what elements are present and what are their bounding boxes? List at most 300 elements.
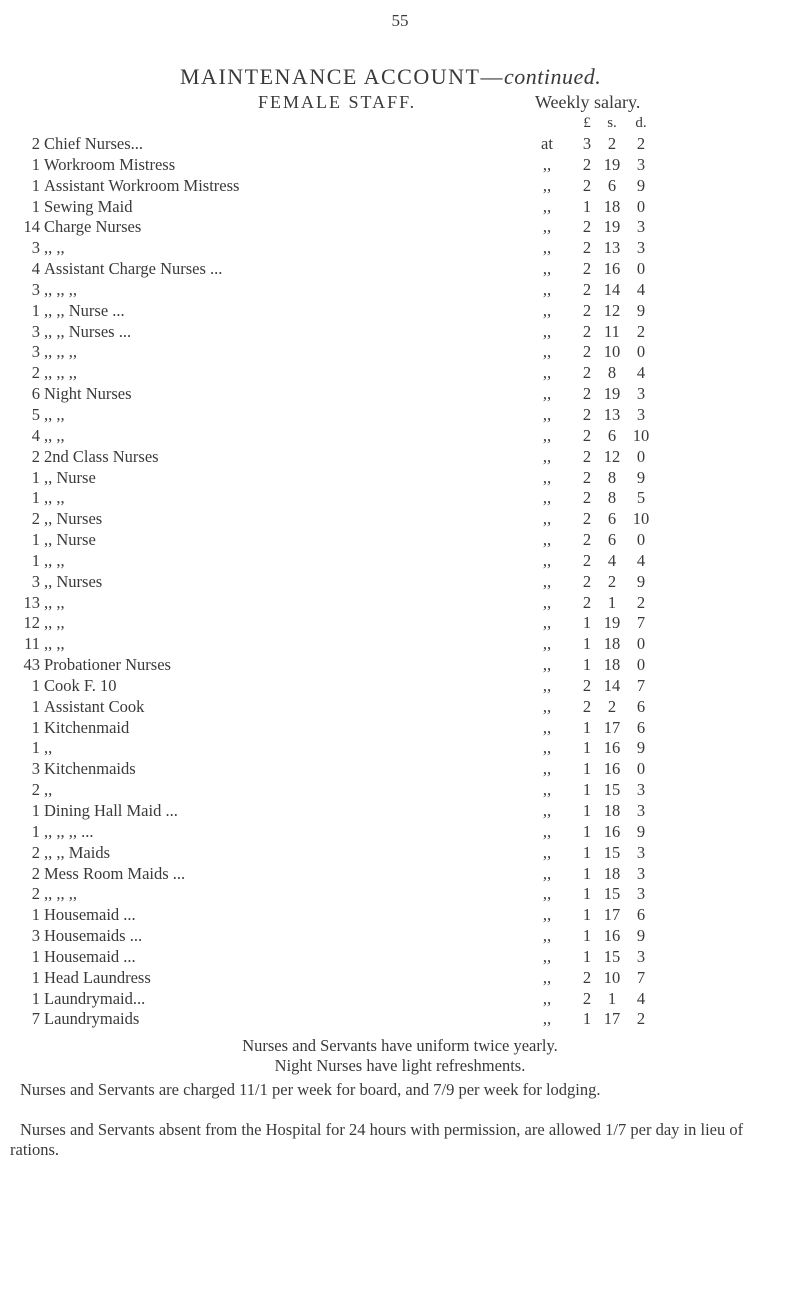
staff-count: 1 bbox=[31, 717, 40, 737]
staff-description: Probationer Nurses bbox=[44, 655, 171, 675]
salary-pence: 9 bbox=[636, 738, 646, 758]
salary-pounds: 2 bbox=[582, 425, 592, 445]
staff-description: ,, ,, ,, bbox=[44, 363, 77, 383]
ditto-mark: ,, bbox=[542, 196, 552, 216]
table-row bbox=[0, 759, 800, 780]
salary-pence: 7 bbox=[636, 613, 646, 633]
salary-shillings: 14 bbox=[603, 279, 621, 299]
salary-pounds: 1 bbox=[582, 759, 592, 779]
salary-pounds: 2 bbox=[582, 550, 592, 570]
table-row bbox=[0, 363, 800, 384]
table-row bbox=[0, 426, 800, 447]
ditto-mark: ,, bbox=[542, 821, 552, 841]
staff-count: 1 bbox=[31, 550, 40, 570]
staff-count: 2 bbox=[31, 134, 40, 153]
staff-count: 2 bbox=[31, 884, 40, 904]
salary-pounds: 1 bbox=[582, 863, 592, 883]
salary-pence: 0 bbox=[636, 342, 646, 362]
table-row bbox=[0, 155, 800, 176]
salary-pence: 10 bbox=[632, 425, 650, 445]
staff-description: ,, Nurse bbox=[44, 467, 96, 487]
table-row bbox=[0, 530, 800, 551]
staff-description: Sewing Maid bbox=[44, 196, 133, 216]
staff-description: ,, ,, Maids bbox=[44, 842, 110, 862]
ditto-mark: ,, bbox=[542, 530, 552, 550]
table-row bbox=[0, 676, 800, 697]
staff-description: Workroom Mistress bbox=[44, 154, 176, 174]
salary-pence: 0 bbox=[636, 259, 646, 279]
table-row bbox=[0, 509, 800, 530]
ditto-mark: ,, bbox=[542, 446, 552, 466]
staff-count: 3 bbox=[31, 279, 40, 299]
salary-pence: 0 bbox=[636, 655, 646, 675]
salary-pounds: 1 bbox=[582, 821, 592, 841]
staff-description: ,, ,, bbox=[44, 488, 65, 508]
salary-pounds: 2 bbox=[582, 446, 592, 466]
staff-description: ,, ,, Nurses ... bbox=[44, 321, 132, 341]
salary-shillings: 16 bbox=[603, 259, 621, 279]
staff-count: 5 bbox=[31, 404, 40, 424]
ditto-mark: ,, bbox=[542, 238, 552, 258]
table-row bbox=[0, 342, 800, 363]
salary-pounds: 2 bbox=[582, 675, 592, 695]
salary-pounds: 2 bbox=[582, 217, 592, 237]
salary-pounds: 2 bbox=[582, 342, 592, 362]
salary-shillings: 2 bbox=[607, 696, 617, 716]
salary-pounds: 1 bbox=[582, 738, 592, 758]
salary-pounds: 2 bbox=[582, 488, 592, 508]
shillings-unit-label: s. bbox=[607, 115, 617, 131]
staff-count: 1 bbox=[31, 988, 40, 1008]
table-row bbox=[0, 884, 800, 905]
ditto-mark: ,, bbox=[542, 300, 552, 320]
salary-shillings: 15 bbox=[603, 946, 621, 966]
ditto-mark: ,, bbox=[542, 967, 552, 987]
staff-count: 3 bbox=[31, 571, 40, 591]
salary-pence: 3 bbox=[636, 404, 646, 424]
page-heading bbox=[180, 64, 601, 90]
staff-count: 2 bbox=[31, 446, 40, 466]
salary-pounds: 1 bbox=[582, 717, 592, 737]
ditto-mark: ,, bbox=[542, 363, 552, 383]
salary-shillings: 19 bbox=[603, 613, 621, 633]
salary-shillings: 8 bbox=[607, 363, 617, 383]
salary-pence: 6 bbox=[636, 717, 646, 737]
staff-count: 1 bbox=[31, 821, 40, 841]
salary-pence: 3 bbox=[636, 154, 646, 174]
staff-description: ,, ,, bbox=[44, 238, 65, 258]
staff-description: ,, ,, Nurse ... bbox=[44, 300, 125, 320]
salary-column-title: Weekly salary. bbox=[535, 92, 641, 112]
table-row bbox=[0, 134, 800, 155]
table-row bbox=[0, 551, 800, 572]
salary-shillings: 16 bbox=[603, 926, 621, 946]
salary-pence: 2 bbox=[636, 134, 646, 153]
salary-shillings: 17 bbox=[603, 717, 621, 737]
salary-shillings: 4 bbox=[607, 550, 617, 570]
salary-pounds: 2 bbox=[582, 300, 592, 320]
staff-count: 1 bbox=[31, 946, 40, 966]
salary-pounds: 2 bbox=[582, 592, 592, 612]
note-refreshments: Night Nurses have light refreshments. bbox=[274, 1056, 526, 1075]
table-row bbox=[0, 488, 800, 509]
salary-shillings: 6 bbox=[607, 425, 617, 445]
staff-description: ,, ,, bbox=[44, 550, 65, 570]
salary-shillings: 18 bbox=[603, 655, 621, 675]
staff-count: 1 bbox=[31, 488, 40, 508]
table-row bbox=[0, 280, 800, 301]
salary-pence: 4 bbox=[636, 363, 646, 383]
table-row bbox=[0, 1009, 800, 1030]
pence-unit-label: d. bbox=[635, 115, 647, 131]
salary-pence: 4 bbox=[636, 988, 646, 1008]
salary-shillings: 6 bbox=[607, 530, 617, 550]
staff-description: Assistant Workroom Mistress bbox=[44, 175, 240, 195]
salary-shillings: 14 bbox=[603, 675, 621, 695]
salary-shillings: 16 bbox=[603, 759, 621, 779]
salary-shillings: 10 bbox=[603, 342, 621, 362]
salary-pence: 9 bbox=[636, 467, 646, 487]
table-row bbox=[0, 864, 800, 885]
ditto-mark: ,, bbox=[542, 696, 552, 716]
staff-description: ,, ,, bbox=[44, 404, 65, 424]
table-row bbox=[0, 238, 800, 259]
notes bbox=[0, 1036, 800, 1076]
staff-description: Kitchenmaid bbox=[44, 717, 130, 737]
salary-pounds: 2 bbox=[582, 154, 592, 174]
staff-description: ,, ,, ,, ... bbox=[44, 821, 94, 841]
staff-description: ,, ,, bbox=[44, 592, 65, 612]
salary-pence: 4 bbox=[636, 279, 646, 299]
staff-description: Housemaids ... bbox=[44, 926, 143, 946]
salary-shillings: 18 bbox=[603, 863, 621, 883]
salary-pence: 3 bbox=[636, 238, 646, 258]
salary-pounds: 1 bbox=[582, 801, 592, 820]
salary-pence: 0 bbox=[636, 634, 646, 654]
salary-pence: 2 bbox=[636, 592, 646, 612]
table-row bbox=[0, 217, 800, 238]
ditto-mark: ,, bbox=[542, 988, 552, 1008]
ditto-mark: ,, bbox=[542, 780, 552, 800]
table-row bbox=[0, 947, 800, 968]
salary-pounds: 1 bbox=[582, 780, 592, 800]
salary-shillings: 19 bbox=[603, 217, 621, 237]
staff-count: 2 bbox=[31, 842, 40, 862]
ditto-mark: ,, bbox=[542, 509, 552, 529]
section-subheading: FEMALE STAFF. bbox=[258, 92, 417, 112]
paragraph-absence-allowance: Nurses and Servants absent from the Hospital for 24 hours with permission, are allowed 1/7 per day in lieu of rations. bbox=[10, 1120, 744, 1159]
ditto-mark: ,, bbox=[542, 675, 552, 695]
ditto-mark: ,, bbox=[542, 717, 552, 737]
salary-shillings: 15 bbox=[603, 842, 621, 862]
salary-pence: 9 bbox=[636, 571, 646, 591]
table-row bbox=[0, 176, 800, 197]
staff-description: ,, ,, ,, bbox=[44, 342, 77, 362]
salary-pence: 7 bbox=[636, 675, 646, 695]
salary-shillings: 1 bbox=[607, 988, 617, 1008]
salary-pounds: 2 bbox=[582, 238, 592, 258]
ditto-mark: ,, bbox=[542, 154, 552, 174]
salary-pence: 6 bbox=[636, 905, 646, 925]
salary-pounds: 2 bbox=[582, 404, 592, 424]
salary-pounds: 2 bbox=[582, 321, 592, 341]
salary-shillings: 18 bbox=[603, 801, 621, 820]
staff-description: Mess Room Maids ... bbox=[44, 863, 186, 883]
staff-count: 1 bbox=[31, 801, 40, 820]
salary-pence: 6 bbox=[636, 696, 646, 716]
staff-count: 3 bbox=[31, 342, 40, 362]
staff-count: 4 bbox=[31, 425, 40, 445]
ditto-mark: ,, bbox=[542, 905, 552, 925]
staff-description: ,, Nurse bbox=[44, 530, 96, 550]
salary-pence: 2 bbox=[636, 321, 646, 341]
ditto-mark: ,, bbox=[542, 842, 552, 862]
salary-shillings: 18 bbox=[603, 196, 621, 216]
staff-count: 7 bbox=[31, 1009, 40, 1029]
salary-pounds: 2 bbox=[582, 530, 592, 550]
staff-count: 1 bbox=[31, 196, 40, 216]
staff-count: 3 bbox=[31, 321, 40, 341]
ditto-mark: ,, bbox=[542, 425, 552, 445]
table-row bbox=[0, 301, 800, 322]
salary-pence: 7 bbox=[636, 967, 646, 987]
salary-pence: 3 bbox=[636, 884, 646, 904]
table-row bbox=[0, 697, 800, 718]
salary-pounds: 2 bbox=[582, 175, 592, 195]
staff-count: 2 bbox=[31, 509, 40, 529]
salary-pounds: 1 bbox=[582, 884, 592, 904]
staff-description: Laundrymaids bbox=[44, 1009, 140, 1029]
staff-description: Laundrymaid... bbox=[44, 988, 146, 1008]
table-row bbox=[0, 822, 800, 843]
salary-shillings: 6 bbox=[607, 175, 617, 195]
staff-count: 43 bbox=[23, 655, 40, 675]
salary-pounds: 1 bbox=[582, 946, 592, 966]
staff-count: 3 bbox=[31, 238, 40, 258]
ditto-mark: ,, bbox=[542, 634, 552, 654]
ditto-mark: ,, bbox=[542, 801, 552, 820]
salary-shillings: 17 bbox=[603, 1009, 621, 1029]
staff-count: 3 bbox=[31, 759, 40, 779]
ditto-mark: ,, bbox=[542, 884, 552, 904]
salary-pounds: 2 bbox=[582, 509, 592, 529]
salary-shillings: 16 bbox=[603, 821, 621, 841]
staff-description: Dining Hall Maid ... bbox=[44, 801, 178, 820]
table-row bbox=[0, 593, 800, 614]
staff-count: 3 bbox=[31, 926, 40, 946]
table-row bbox=[0, 718, 800, 739]
salary-shillings: 1 bbox=[607, 592, 617, 612]
ditto-mark: ,, bbox=[542, 759, 552, 779]
heading-title: MAINTENANCE ACCOUNT— bbox=[180, 64, 504, 89]
salary-shillings: 12 bbox=[603, 446, 621, 466]
salary-shillings: 8 bbox=[607, 467, 617, 487]
staff-count: 12 bbox=[23, 613, 40, 633]
salary-pence: 3 bbox=[636, 946, 646, 966]
salary-pounds: 1 bbox=[582, 1009, 592, 1029]
ditto-mark: ,, bbox=[542, 279, 552, 299]
staff-description: ,, bbox=[44, 780, 53, 800]
ditto-mark: ,, bbox=[542, 175, 552, 195]
salary-pounds: 2 bbox=[582, 259, 592, 279]
staff-description: ,, bbox=[44, 738, 53, 758]
table-row bbox=[0, 405, 800, 426]
salary-pounds: 3 bbox=[582, 134, 592, 153]
salary-pence: 9 bbox=[636, 175, 646, 195]
salary-pence: 3 bbox=[636, 801, 646, 820]
salary-pence: 0 bbox=[636, 196, 646, 216]
salary-pounds: 1 bbox=[582, 905, 592, 925]
ditto-mark: ,, bbox=[542, 571, 552, 591]
heading-continued: continued. bbox=[503, 64, 602, 89]
table-row bbox=[0, 384, 800, 405]
salary-pence: 0 bbox=[636, 530, 646, 550]
salary-pounds: 2 bbox=[582, 279, 592, 299]
staff-count: 13 bbox=[23, 592, 40, 612]
salary-pence: 5 bbox=[636, 488, 646, 508]
staff-description: Cook F. 10 bbox=[44, 675, 117, 695]
salary-shillings: 16 bbox=[603, 738, 621, 758]
salary-shillings: 19 bbox=[603, 154, 621, 174]
staff-description: Assistant Charge Nurses ... bbox=[44, 259, 223, 279]
salary-shillings: 13 bbox=[603, 238, 621, 258]
ditto-mark: ,, bbox=[542, 655, 552, 675]
staff-count: 1 bbox=[31, 675, 40, 695]
salary-shillings: 17 bbox=[603, 905, 621, 925]
ditto-mark: at bbox=[541, 134, 553, 153]
salary-pounds: 2 bbox=[582, 988, 592, 1008]
salary-pounds: 2 bbox=[582, 363, 592, 383]
table-row bbox=[0, 655, 800, 676]
salary-pence: 3 bbox=[636, 217, 646, 237]
note-uniform: Nurses and Servants have uniform twice yearly. bbox=[242, 1036, 558, 1055]
staff-description: Kitchenmaids bbox=[44, 759, 136, 779]
ditto-mark: ,, bbox=[542, 342, 552, 362]
table-row bbox=[0, 197, 800, 218]
ditto-mark: ,, bbox=[542, 404, 552, 424]
salary-pence: 0 bbox=[636, 446, 646, 466]
ditto-mark: ,, bbox=[542, 926, 552, 946]
table-row bbox=[0, 468, 800, 489]
page-number: 55 bbox=[391, 11, 409, 30]
salary-pounds: 2 bbox=[582, 696, 592, 716]
table-row bbox=[0, 780, 800, 801]
ditto-mark: ,, bbox=[542, 1009, 552, 1029]
staff-count: 1 bbox=[31, 905, 40, 925]
staff-count: 6 bbox=[31, 384, 40, 404]
salary-pence: 3 bbox=[636, 780, 646, 800]
salary-pounds: 2 bbox=[582, 467, 592, 487]
salary-pence: 0 bbox=[636, 759, 646, 779]
salary-shillings: 13 bbox=[603, 404, 621, 424]
salary-shillings: 8 bbox=[607, 488, 617, 508]
salary-pence: 9 bbox=[636, 300, 646, 320]
staff-count: 1 bbox=[31, 175, 40, 195]
salary-pence: 9 bbox=[636, 821, 646, 841]
salary-pence: 2 bbox=[636, 1009, 646, 1029]
table-row bbox=[0, 801, 800, 822]
staff-description: ,, ,, bbox=[44, 613, 65, 633]
salary-shillings: 10 bbox=[603, 967, 621, 987]
staff-count: 1 bbox=[31, 467, 40, 487]
pound-unit-label: £ bbox=[583, 115, 591, 131]
staff-description: ,, ,, bbox=[44, 634, 65, 654]
staff-description: Head Laundress bbox=[44, 967, 151, 987]
ditto-mark: ,, bbox=[542, 467, 552, 487]
staff-count: 4 bbox=[31, 259, 40, 279]
ditto-mark: ,, bbox=[542, 384, 552, 404]
salary-shillings: 2 bbox=[607, 134, 617, 153]
table-row bbox=[0, 989, 800, 1010]
salary-pounds: 2 bbox=[582, 384, 592, 404]
staff-count: 11 bbox=[24, 634, 40, 654]
staff-count: 2 bbox=[31, 780, 40, 800]
table-row bbox=[0, 843, 800, 864]
salary-pounds: 1 bbox=[582, 634, 592, 654]
table-row bbox=[0, 572, 800, 593]
ditto-mark: ,, bbox=[542, 488, 552, 508]
salary-pence: 3 bbox=[636, 842, 646, 862]
ditto-mark: ,, bbox=[542, 321, 552, 341]
table-row bbox=[0, 905, 800, 926]
table-row bbox=[0, 926, 800, 947]
salary-pounds: 2 bbox=[582, 967, 592, 987]
salary-shillings: 15 bbox=[603, 884, 621, 904]
ditto-mark: ,, bbox=[542, 217, 552, 237]
table-row bbox=[0, 738, 800, 759]
staff-count: 1 bbox=[31, 154, 40, 174]
staff-description: Housemaid ... bbox=[44, 946, 136, 966]
staff-description: Night Nurses bbox=[44, 384, 132, 404]
salary-shillings: 6 bbox=[607, 509, 617, 529]
ditto-mark: ,, bbox=[542, 863, 552, 883]
table-row bbox=[0, 259, 800, 280]
salary-pence: 10 bbox=[632, 509, 650, 529]
staff-description: Charge Nurses bbox=[44, 217, 142, 237]
staff-description: ,, Nurses bbox=[44, 571, 103, 591]
staff-table bbox=[0, 134, 800, 1030]
staff-description: ,, ,, bbox=[44, 425, 65, 445]
ditto-mark: ,, bbox=[542, 259, 552, 279]
salary-pence: 4 bbox=[636, 550, 646, 570]
salary-shillings: 11 bbox=[604, 321, 620, 341]
staff-description: Chief Nurses... bbox=[44, 134, 143, 153]
salary-pence: 9 bbox=[636, 926, 646, 946]
salary-pounds: 1 bbox=[582, 926, 592, 946]
ditto-mark: ,, bbox=[542, 738, 552, 758]
salary-pence: 3 bbox=[636, 384, 646, 404]
staff-count: 14 bbox=[23, 217, 40, 237]
salary-shillings: 12 bbox=[603, 300, 621, 320]
salary-shillings: 18 bbox=[603, 634, 621, 654]
ditto-mark: ,, bbox=[542, 550, 552, 570]
salary-pounds: 1 bbox=[582, 613, 592, 633]
ditto-mark: ,, bbox=[542, 592, 552, 612]
salary-pounds: 1 bbox=[582, 655, 592, 675]
staff-count: 2 bbox=[31, 863, 40, 883]
salary-shillings: 15 bbox=[603, 780, 621, 800]
staff-description: ,, Nurses bbox=[44, 509, 103, 529]
staff-count: 1 bbox=[31, 967, 40, 987]
ditto-mark: ,, bbox=[542, 613, 552, 633]
staff-description: ,, ,, ,, bbox=[44, 884, 77, 904]
staff-description: ,, ,, ,, bbox=[44, 279, 77, 299]
table-row bbox=[0, 613, 800, 634]
table-row bbox=[0, 447, 800, 468]
staff-count: 1 bbox=[31, 696, 40, 716]
staff-description: 2nd Class Nurses bbox=[44, 446, 159, 466]
table-row bbox=[0, 968, 800, 989]
